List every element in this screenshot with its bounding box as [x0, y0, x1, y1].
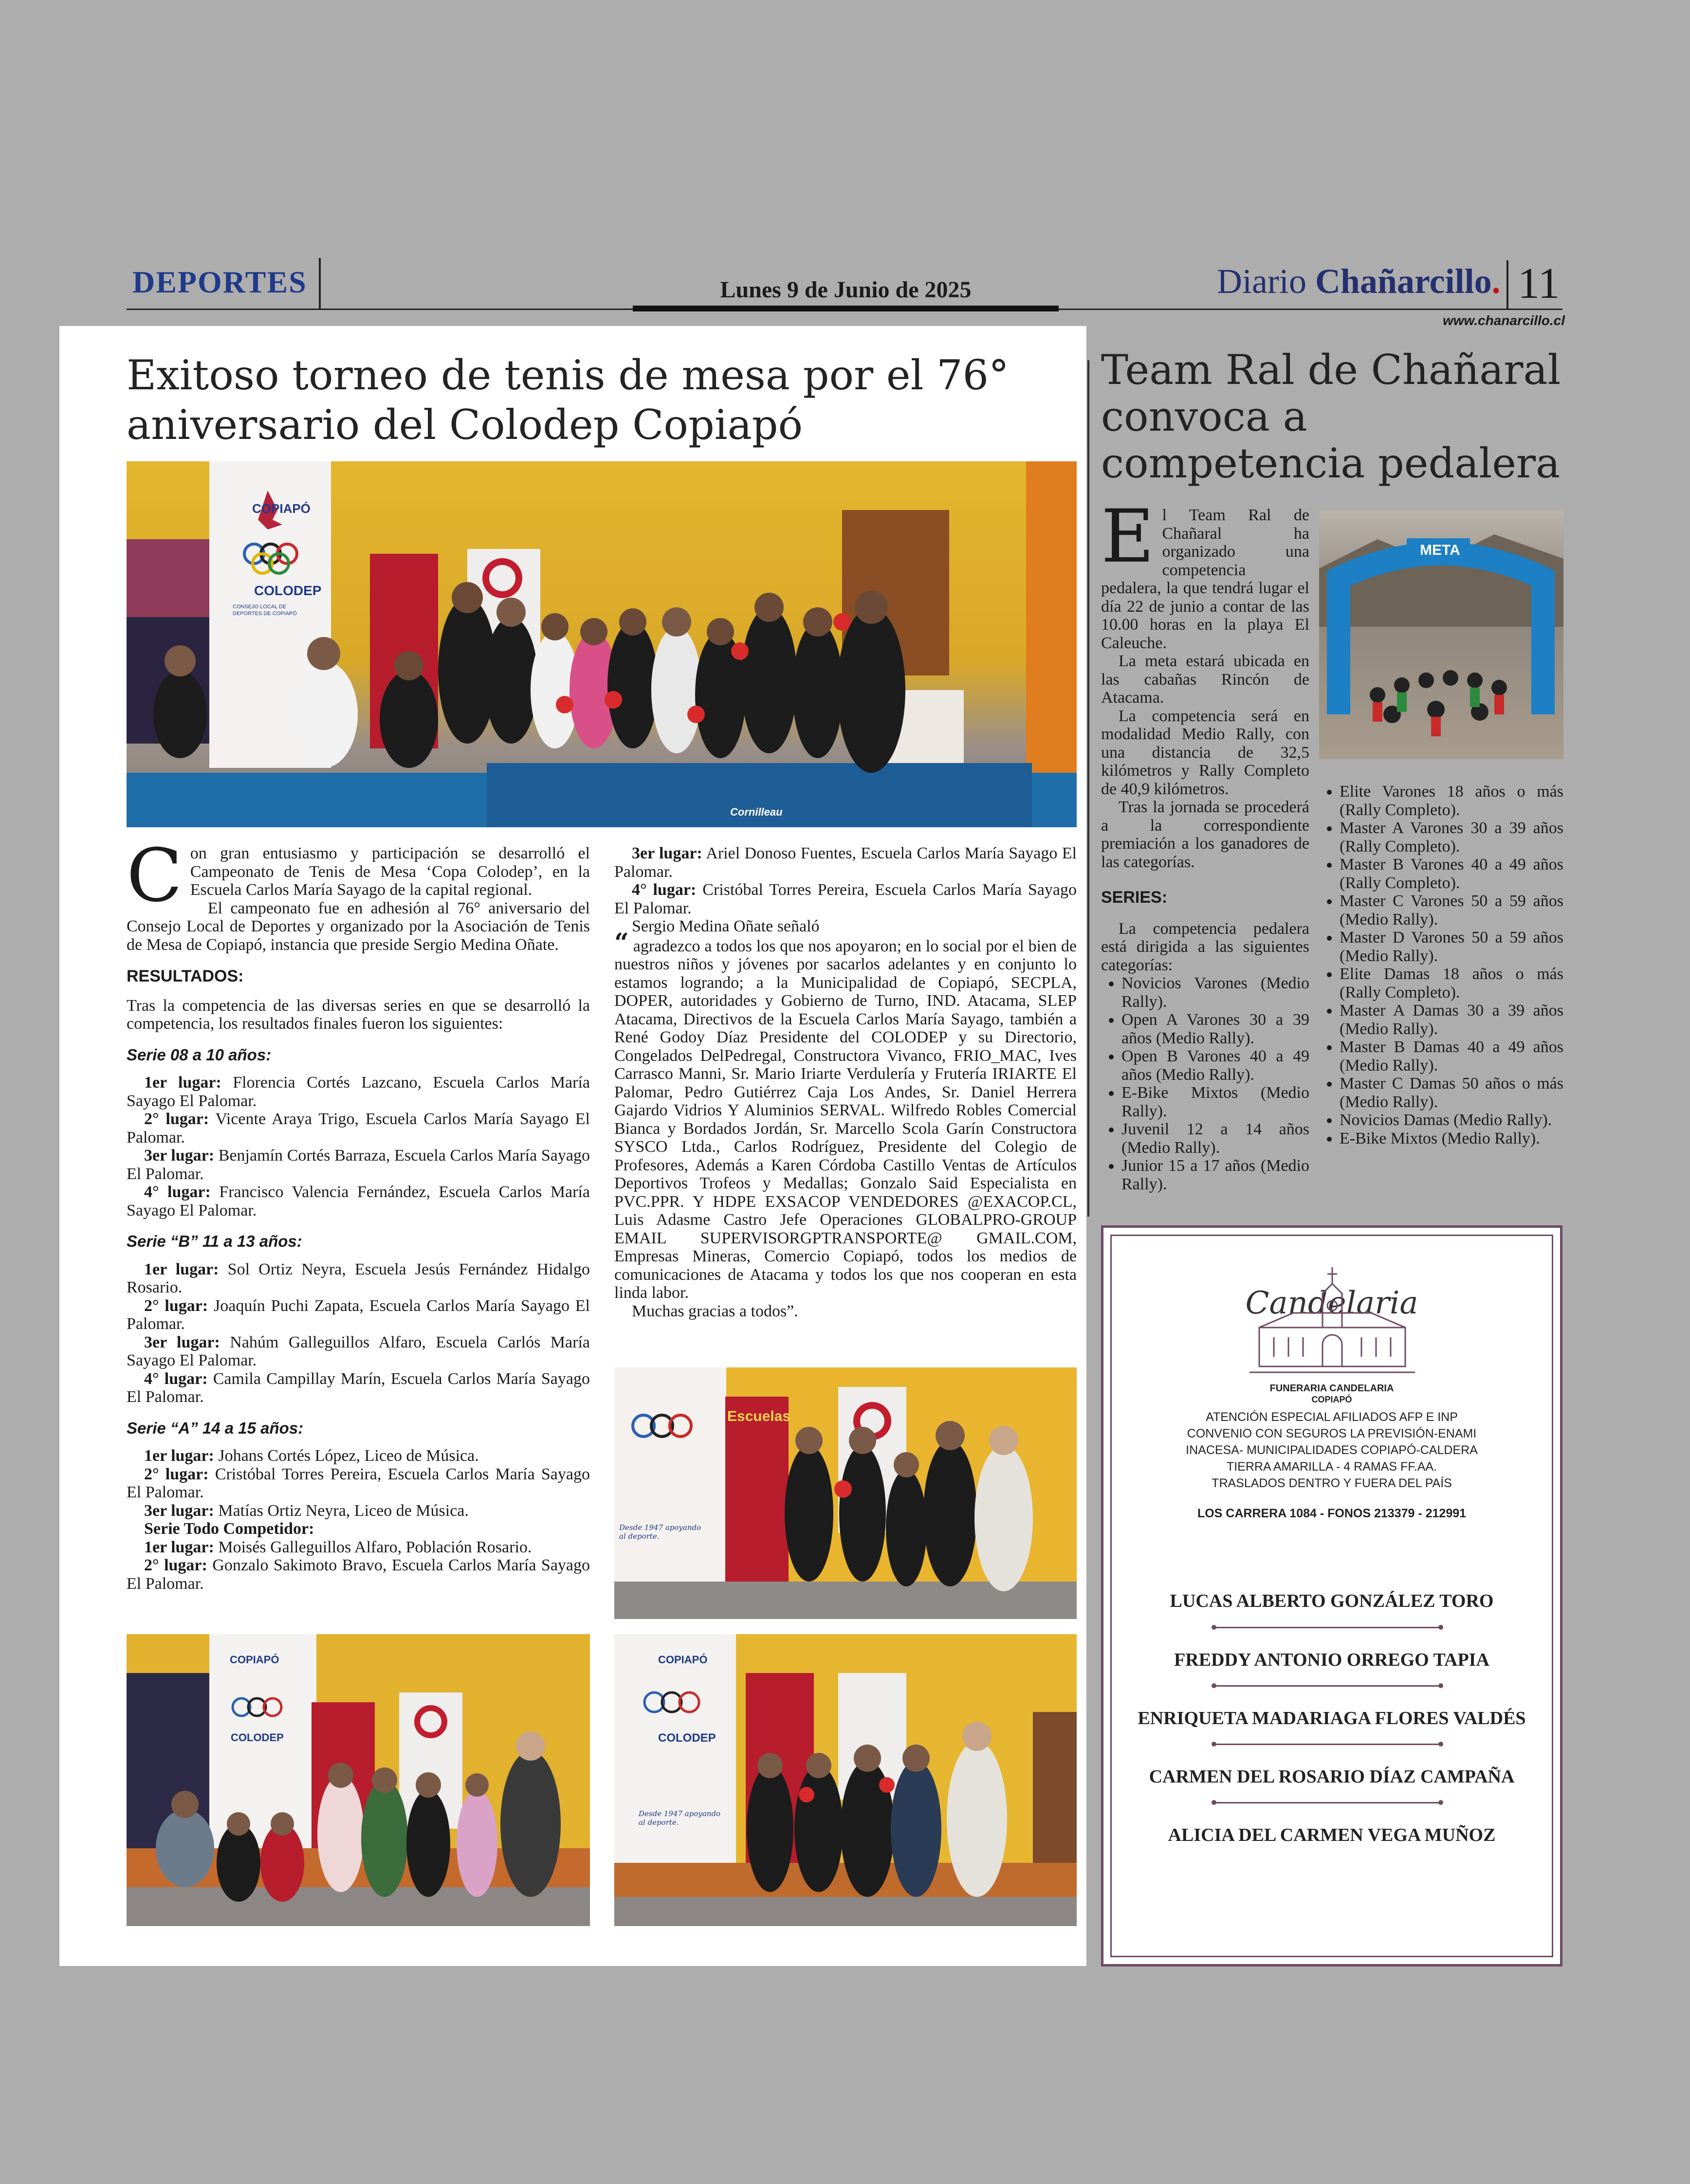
result-line: 4° lugar: Cristóbal Torres Pereira, Escuela Carlos María Sayago El Palomar.: [614, 881, 1077, 917]
brand-name: Chañarcillo: [1315, 262, 1492, 301]
list-item: • E-Bike Mixtos (Medio Rally).: [1121, 1084, 1309, 1120]
list-item: • Junior 15 a 17 años (Medio Rally).: [1121, 1157, 1309, 1193]
context-paragraph: El campeonato fue en adhesión al 76° aniversario del Consejo Local de Deportes y organizado por la Asociación de Tenis de Mesa de Copiapó, instancia que preside Sergio Medina Oñate.: [127, 899, 590, 954]
result-line: 4° lugar: Camila Campillay Marín, Escuela Carlos María Sayago El Palomar.: [127, 1369, 590, 1406]
result-line: 3er lugar: Nahúm Galleguillos Alfaro, Escuela Carlós María Sayago El Palomar.: [127, 1333, 590, 1369]
series-intro: La competencia pedalera está dirigida a las siguientes categorías:: [1101, 919, 1309, 974]
ad-logo-script: Candelaria: [1245, 1285, 1418, 1321]
cycling-photo: [1319, 510, 1563, 759]
ornament-divider: [1215, 1802, 1439, 1803]
page-number: 11: [1518, 259, 1560, 308]
article2-column-1: [1101, 494, 1309, 1193]
ad-contact: LOS CARRERA 1084 - FONOS 213379 - 212991: [1197, 1507, 1467, 1520]
list-item: • Elite Varones 18 años o más (Rally Completo).: [1340, 783, 1563, 819]
list-item: • Master C Varones 50 a 59 años (Medio Rally).: [1340, 892, 1563, 928]
winners-photo-3: [614, 1634, 1077, 1926]
winners-photo-2: [127, 1634, 590, 1926]
sign-org: COLODEP: [658, 1731, 716, 1745]
results-heading: RESULTADOS:: [127, 967, 244, 985]
result-line: 4° lugar: Francisco Valencia Fernández, Escuela Carlos María Sayago El Palomar.: [127, 1183, 590, 1219]
newspaper-brand: [1217, 264, 1501, 299]
results-intro: Tras la competencia de las diversas series en que se desarrolló la competencia, los resultados finales fueron los siguientes:: [127, 996, 590, 1033]
result-line: 2° lugar: Gonzalo Sakimoto Bravo, Escuela Carlos María Sayago El Palomar.: [127, 1556, 590, 1593]
result-line: 2° lugar: Vicente Araya Trigo, Escuela Carlos María Sayago El Palomar.: [127, 1110, 590, 1147]
series-heading: Serie “B” 11 a 13 años:: [127, 1232, 302, 1250]
list-item: • Master B Varones 40 a 49 años (Rally Completo).: [1340, 855, 1563, 892]
article2-paragraph: La meta estará ubicada en las cabañas Rincón de Atacama.: [1101, 652, 1309, 707]
drop-cap: C: [127, 834, 183, 918]
result-line: 3er lugar: Benjamín Cortés Barraza, Escuela Carlos María Sayago El Palomar.: [127, 1147, 590, 1183]
sign-org: COLODEP: [254, 583, 322, 598]
brand-prefix: Diario: [1217, 262, 1306, 301]
intro-paragraph: on gran entusiasmo y participación se desarrolló el Campeonato de Tenis de Mesa ‘Copa Colodep’, en la Escuela Carlos María Sayago de la capital regional.: [190, 844, 590, 899]
obituary-name: LUCAS ALBERTO GONZÁLEZ TORO: [1170, 1591, 1494, 1611]
series-heading: Serie “A” 14 a 15 años:: [127, 1419, 304, 1437]
header-divider: [319, 258, 321, 309]
category-list: [1319, 783, 1563, 1147]
result-line: 1er lugar: Moisés Galleguillos Alfaro, Población Rosario.: [144, 1538, 532, 1556]
table-brand-label: Cornilleau: [730, 806, 783, 818]
list-item: • Master B Damas 40 a 49 años (Medio Rally).: [1340, 1038, 1563, 1074]
sign-city: COPIAPÓ: [230, 1654, 279, 1666]
result-line: 2° lugar: Cristóbal Torres Pereira, Escuela Carlos María Sayago El Palomar.: [127, 1465, 590, 1501]
website-link[interactable]: www.chanarcillo.cl: [1442, 313, 1565, 328]
quote-intro: Sergio Medina Oñate señaló: [632, 917, 820, 935]
page-number-divider: [1506, 260, 1508, 309]
sponsor-quote: “ agradezco a todos los que nos apoyaron; en lo social por el bien de nuestros niños y jóvenes por sacarlos adelantes y en conjunto lo estamos logrando; a la Municipalidad de Copiapó, SECPLA, DOPER, autoridades y Gobierno de Turno, IND. Atacama, SLEP Atacama, Directivos de la Escuela Carlos María Sayago, también a René Godoy Díaz Presidente del COLODEP y su Directorio, Congelados DelPedregal, Constructora Vivanco, FRIO_MAC, Ives Carrasco Manni, Sr. Mario Iriarte Verdulería y Frutería IRIARTE El Palomar, Pedro Gutiérrez Caja Los Andes, Sr. Daniel Herrera Gajardo Vidrios Y Aluminios SERVAL. Wilfredo Robles Comercial Bianca y Bordados Jordán, Sr. Marcello Scola Garín Constructora SYSCO Ltda., Carlos Rodríguez, Presidente del Colegio de Profesores, Además a Karen Córdoba Castillo Ventas de Artículos Deportivos Trofeos y Medallas; Gonzalo Said Especialista en PVC.PPR. Y HDPE EXSACOP VENDEDORES @EXACOP.CL, Luis Adasme Castro Jefe Operaciones GLOBALPRO-GROUP EMAIL SUPERVISORGPTRANSPORTE@ GMAIL.COM, Empresas Mineras, Comercio Copiapó, todos los medios de comunicaciones de Atacama y todos los que nos cooperan en esta linda labor.: [614, 928, 1077, 1302]
article2-paragraph: Tras la jornada se procederá a la correspondiente premiación a los ganadores de las categorías.: [1101, 798, 1309, 871]
ornament-divider: [1215, 1685, 1439, 1687]
sign-motto: Desde 1947 apoyando al deporte.: [639, 1809, 721, 1827]
ad-company: FUNERARIA CANDELARIA: [1269, 1383, 1394, 1394]
quote-closing: Muchas gracias a todos”.: [632, 1302, 798, 1320]
drop-cap: E: [1101, 494, 1155, 579]
list-item: • E-Bike Mixtos (Medio Rally).: [1340, 1129, 1563, 1148]
list-item: • Open A Varones 30 a 39 años (Medio Rally).: [1121, 1011, 1309, 1047]
list-item: • Novicios Damas (Medio Rally).: [1340, 1111, 1563, 1129]
list-item: • Juvenil 12 a 14 años (Medio Rally).: [1121, 1120, 1309, 1157]
series-heading: SERIES:: [1101, 888, 1168, 907]
arch-label: META: [1420, 542, 1460, 558]
list-item: • Novicios Varones (Medio Rally).: [1121, 974, 1309, 1011]
list-item: • Master A Varones 30 a 39 años (Rally Completo).: [1340, 819, 1563, 855]
ad-line: TRASLADOS DENTRO Y FUERA DEL PAÍS: [1212, 1476, 1452, 1490]
date-underline: [633, 306, 1059, 311]
ad-city: COPIAPÓ: [1311, 1395, 1352, 1404]
section-label: DEPORTES: [132, 265, 307, 299]
list-item: • Elite Damas 18 años o más (Rally Completo).: [1340, 965, 1563, 1001]
category-list: [1101, 974, 1309, 1193]
sign-motto: Desde 1947 apoyando al deporte.: [619, 1523, 701, 1541]
ad-line: INACESA- MUNICIPALIDADES COPIAPÓ-CALDERA: [1186, 1443, 1478, 1457]
article-title: Exitoso torneo de tenis de mesa por el 76° aniversario del Colodep Copiapó: [127, 351, 1010, 449]
result-line: 2° lugar: Joaquín Puchi Zapata, Escuela Carlos María Sayago El Palomar.: [127, 1296, 590, 1333]
list-item: • Open B Varones 40 a 49 años (Medio Rally).: [1121, 1047, 1309, 1084]
sign-org-full: CONSEJO LOCAL DE DEPORTES DE COPIAPÓ: [233, 604, 297, 617]
result-line: 1er lugar: Johans Cortés López, Liceo de Música.: [144, 1447, 479, 1465]
series-heading: Serie 08 a 10 años:: [127, 1045, 272, 1064]
article-column-1: [127, 834, 590, 1593]
obituary-name: CARMEN DEL ROSARIO DÍAZ CAMPAÑA: [1149, 1766, 1515, 1787]
article2-intro: l Team Ral de Chañaral ha organizado una competencia pedalera, la que tendrá lugar el día 22 de junio a contar de las 10.00 horas en la playa El Caleuche.: [1101, 506, 1309, 652]
ad-line: ATENCIÓN ESPECIAL AFILIADOS AFP E INP: [1206, 1410, 1458, 1424]
ornament-divider: [1215, 1627, 1439, 1628]
article2-title: Team Ral de Chañaral convoca a competencia pedalera: [1101, 346, 1561, 487]
column-divider: [1087, 360, 1089, 1217]
sign-banner: Escuelas: [727, 1408, 791, 1424]
sign-org: COLODEP: [231, 1731, 284, 1744]
obituary-name: FREDDY ANTONIO ORREGO TAPIA: [1174, 1650, 1489, 1670]
obituary-name: ENRIQUETA MADARIAGA FLORES VALDÉS: [1138, 1708, 1526, 1729]
main-photo: [127, 461, 1077, 827]
winners-photo-1: [614, 1367, 1077, 1619]
sign-city: COPIAPÓ: [252, 501, 311, 516]
quote-mark: “: [614, 928, 629, 958]
result-line: 1er lugar: Sol Ortiz Neyra, Escuela Jesús Fernández Hidalgo Rosario.: [127, 1260, 590, 1296]
list-item: • Master D Varones 50 a 59 años (Medio Rally).: [1340, 928, 1563, 965]
sign-city: COPIAPÓ: [658, 1654, 708, 1666]
issue-date: Lunes 9 de Junio de 2025: [720, 277, 972, 303]
obituary-name: ALICIA DEL CARMEN VEGA MUÑOZ: [1168, 1825, 1496, 1845]
ad-line: CONVENIO CON SEGUROS LA PREVISIÓN-ENAMI: [1187, 1427, 1477, 1440]
funeral-home-ad: [1101, 1225, 1562, 1966]
result-line: 3er lugar: Matías Ortiz Neyra, Liceo de Música.: [144, 1501, 469, 1520]
article-column-2: [614, 844, 1077, 1320]
list-item: • Master A Damas 30 a 39 años (Medio Rally).: [1340, 1001, 1563, 1038]
list-item: • Master C Damas 50 años o más (Medio Rally).: [1340, 1074, 1563, 1111]
chapel-icon: [1249, 1264, 1415, 1381]
ornament-divider: [1215, 1744, 1439, 1745]
result-line: 1er lugar: Florencia Cortés Lazcano, Escuela Carlos María Sayago El Palomar.: [127, 1074, 590, 1110]
result-line: Serie Todo Competidor:: [144, 1520, 314, 1538]
article2-column-2: [1319, 783, 1563, 1147]
ad-line: TIERRA AMARILLA - 4 RAMAS FF.AA.: [1226, 1460, 1437, 1474]
article2-paragraph: La competencia será en modalidad Medio Rally, con una distancia de 32,5 kilómetros y Rally Completo de 40,9 kilómetros.: [1101, 707, 1309, 798]
brand-dot: .: [1491, 262, 1501, 301]
result-line: 3er lugar: Ariel Donoso Fuentes, Escuela Carlos María Sayago El Palomar.: [614, 844, 1077, 881]
